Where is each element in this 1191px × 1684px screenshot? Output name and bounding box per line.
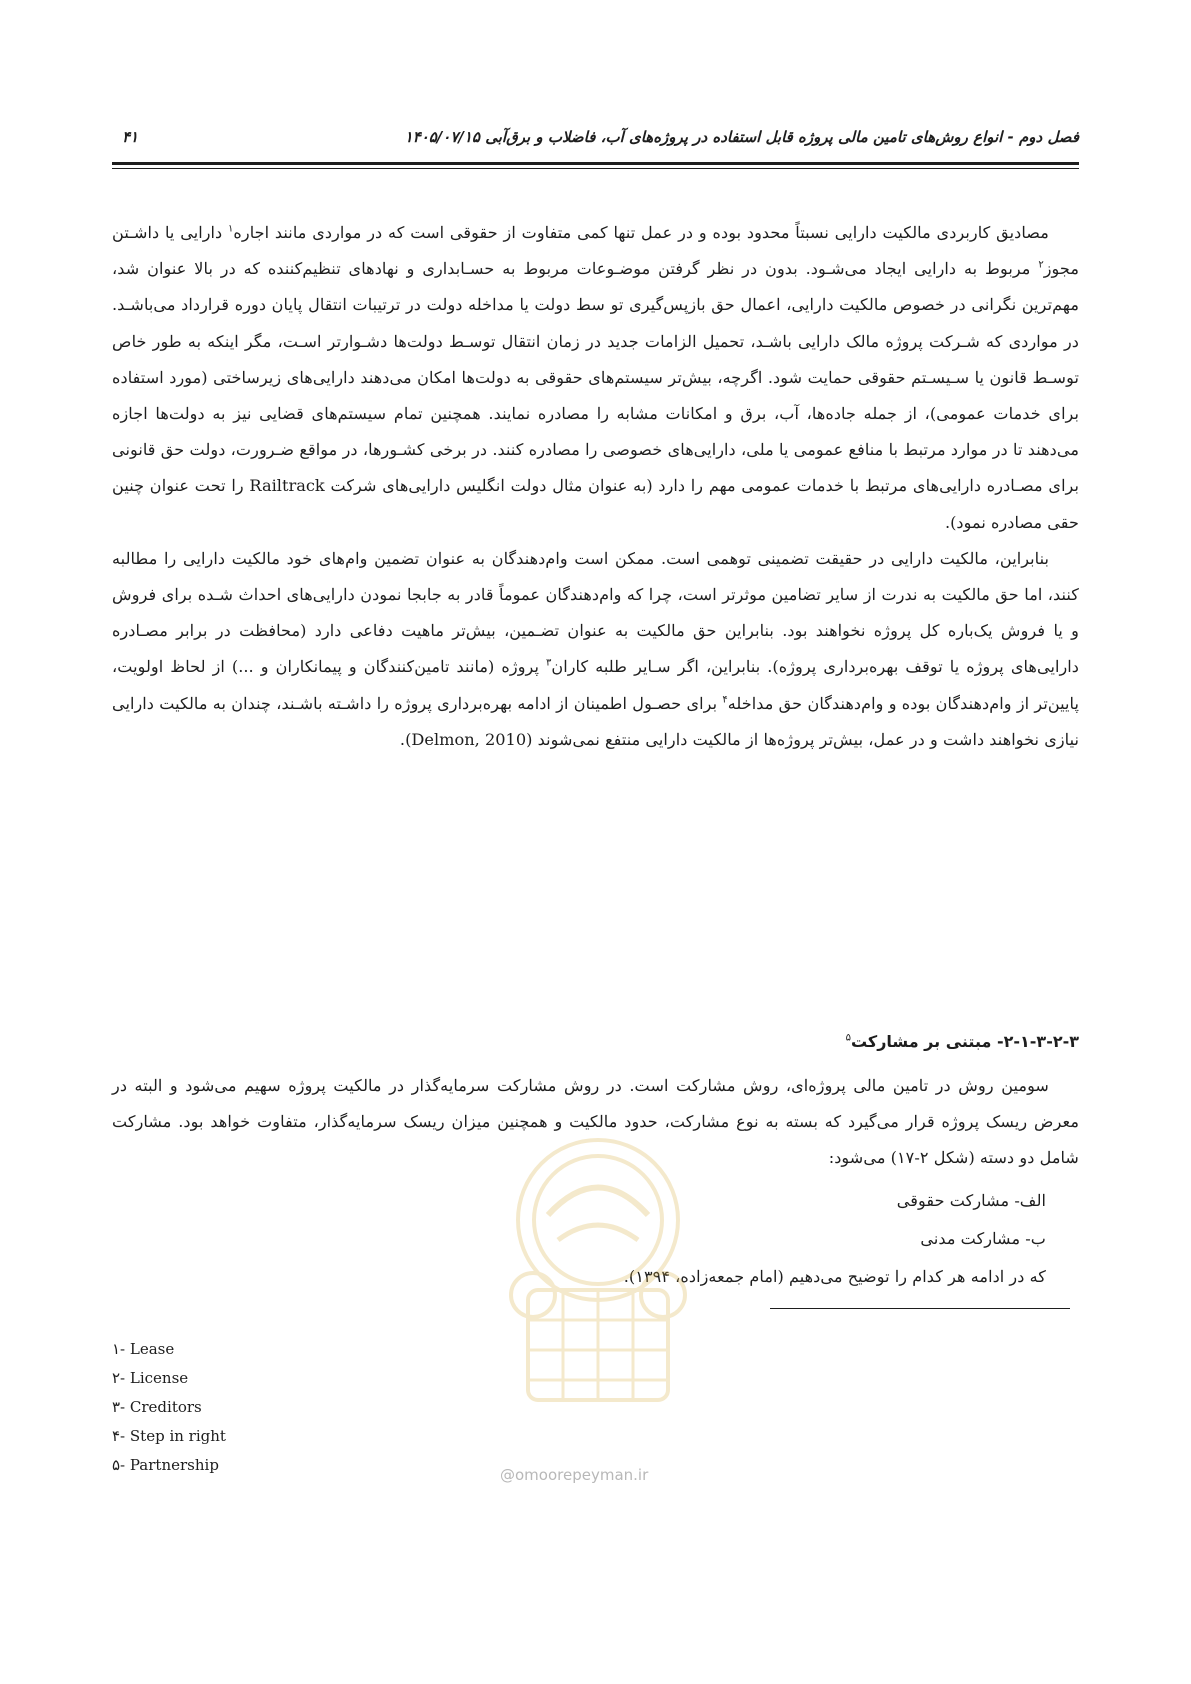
footnote-item: ۵- Partnership	[112, 1456, 219, 1474]
list-item: که در ادامه هر کدام را توضیح می‌دهیم (امام جمعه‌زاده، ۱۳۹۴).	[623, 1267, 1046, 1286]
header-rule-thin	[112, 168, 1079, 169]
header-rule-thick	[112, 162, 1079, 165]
main-text	[112, 215, 1079, 758]
footnote-item: ۴- Step in right	[112, 1427, 226, 1445]
paragraph-2: بنابراین، مالکیت دارایی در حقیقت تضمینی توهمی است. ممکن است وام‌دهندگان به عنوان تضمین وام‌های خود مالکیت دارایی را مطالبه کنند، اما حق مالکیت به ندرت از سایر تضامین موثرتر است، چرا که وام‌دهندگان عموماً قادر به جابجا نمودن دارایی‌های احداث شـده برای فروش و یا فروش یک‌باره کل پروژه نخواهند بود. بنابراین حق مالکیت به عنوان تضـمین، بیش‌تر ماهیت دفاعی دارد (محافظت در برابر مصـادره دارایی‌های پروژه یا توقف بهره‌برداری پروژه). بنابراین، اگر سـایر طلبه کاران$^۳$ پروژه (مانند تامین‌کنندگان و پیمانکاران و ...) از لحاظ اولویت، پایین‌تر از وام‌دهندگان بوده و وام‌دهندگان حق مداخله$^۴$ برای حصـول اطمینان از ادامه بهره‌برداری پروژه را داشـته باشـند، چندان به مالکیت دارایی نیازی نخواهند داشت و در عمل، بیش‌تر پروژه‌ها از مالکیت دارایی منتفع نمی‌شوند (Delmon, 2010).	[112, 548, 1079, 749]
chapter-title: فصل دوم - انواع روش‌های تامین مالی پروژه قابل استفاده در پروژه‌های آب، فاضلاب و برق‌آبی ۱۴۰۵/۰۷/۱۵	[404, 128, 1079, 146]
list-item: الف- مشارکت حقوقی	[896, 1191, 1046, 1210]
section-heading: ۲-۱-۳-۲-۳- مبتنی بر مشارکت$^۵$	[845, 1032, 1079, 1051]
section-paragraph: سومین روش در تامین مالی پروژه‌ای، روش مشارکت است. در روش مشارکت سرمایه‌گذار در مالکیت پروژه سهیم می‌شود و البته در معرض ریسک پروژه قرار می‌گیرد که بسته به نوع مشارکت، حدود مالکیت و همچنین میزان ریسک سرمایه‌گذار، متفاوت خواهد بود. مشارکت شامل دو دسته (شکل ۲-۱۷) می‌شود:	[112, 1076, 1079, 1168]
footnote-rule	[770, 1308, 1070, 1309]
footnote-item: ۱- Lease	[112, 1340, 175, 1358]
paragraph-1: مصادیق کاربردی مالکیت دارایی نسبتاً محدود بوده و در عمل تنها کمی متفاوت از حقوقی است که در مواردی مانند اجاره$^۱$ دارایی یا داشـتن مجوز$^۲$ مربوط به دارایی ایجاد می‌شـود. بدون در نظر گرفتن موضـوعات مربوط به حسـابداری و نهادهای تنظیم‌کننده که در بالا عنوان شد، مهم‌ترین نگرانی در خصوص مالکیت دارایی، اعمال حق بازپس‌گیری تو سط دولت یا مداخله دولت در ترتیبات انتقال پایان دوره قرارداد می‌باشـد. در مواردی که شـرکت پروژه مالک دارایی باشـد، تحمیل الزامات جدید در زمان انتقال توسـط دولت‌ها دشـوارتر اسـت، مگر اینکه به طور خاص توسـط قانون یا سـیسـتم حقوقی حمایت شود. اگرچه، بیش‌تر سیستم‌های حقوقی به دولت‌ها امکان می‌دهند دارایی‌های زیرساختی (مورد استفاده برای خدمات عمومی)، از جمله جاده‌ها، آب، برق و امکانات مشابه را مصادره نمایند. همچنین تمام سیستم‌های قضایی نیز به دولت‌ها اجازه می‌دهند تا در موارد مرتبط با منافع عمومی یا ملی، دارایی‌های خصوصی را مصادره کنند. در برخی کشـورها، در مواقع ضـرورت، دولت حق قانونی برای مصـادره دارایی‌های مرتبط با خدمات عمومی مهم را دارد (به عنوان مثال دولت انگلیس دارایی‌های شرکت Railtrack را تحت عنوان چنین حقی مصادره نمود).	[112, 223, 1079, 532]
footnotes	[112, 1335, 226, 1480]
watermark-url: @omoorepeyman.ir	[500, 1466, 649, 1484]
footnote-item: ۲- License	[112, 1369, 189, 1387]
watermark-logo	[488, 1120, 708, 1450]
footnote-item: ۳- Creditors	[112, 1398, 202, 1416]
page-number: ۴۱	[122, 128, 139, 146]
running-header	[112, 128, 1079, 158]
list-item: ب- مشارکت مدنی	[920, 1229, 1046, 1248]
